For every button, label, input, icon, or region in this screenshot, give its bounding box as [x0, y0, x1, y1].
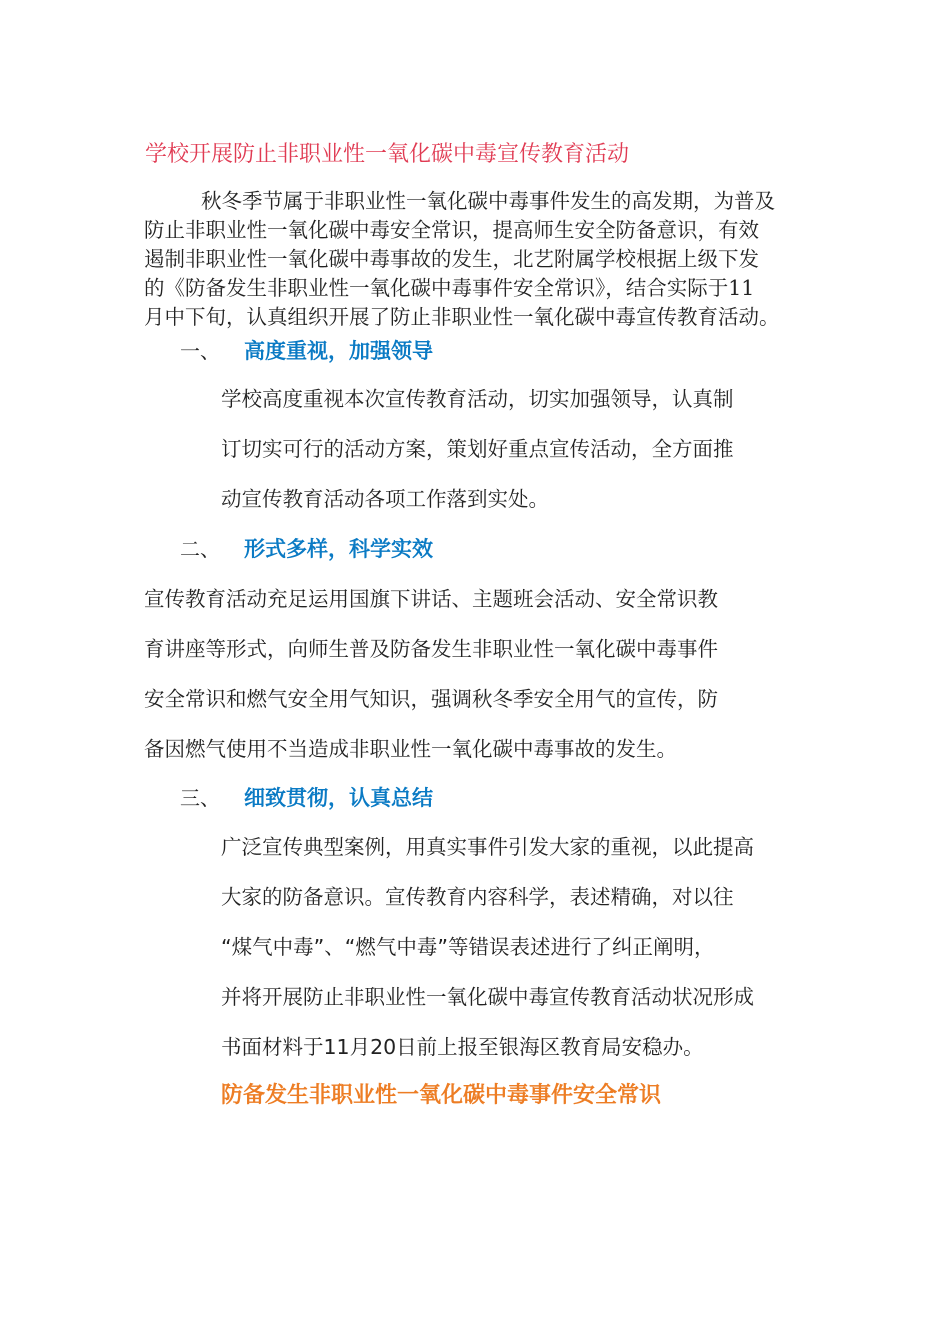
section-heading-1	[180, 335, 433, 367]
intro-line: 遏制非职业性一氧化碳中毒事故的发生，北艺附属学校根据上级下发	[144, 247, 759, 271]
paragraph-line: 安全常识和燃气安全用气知识，强调秋冬季安全用气的宣传，防	[144, 687, 718, 711]
section-heading-text: 细致贯彻，认真总结	[244, 786, 433, 810]
section-number: 二、	[180, 537, 220, 561]
intro-line: 防止非职业性一氧化碳中毒安全常识，提高师生安全防备意识，有效	[144, 218, 759, 242]
paragraph-line: 订切实可行的活动方案，策划好重点宣传活动，全方面推	[221, 437, 734, 461]
section-number: 三、	[180, 786, 220, 810]
paragraph-line: 备因燃气使用不当造成非职业性一氧化碳中毒事故的发生。	[144, 737, 677, 761]
section-heading-text: 形式多样，科学实效	[244, 537, 433, 561]
document-subtitle: 防备发生非职业性一氧化碳中毒事件安全常识	[221, 1083, 662, 1108]
paragraph-line: 书面材料于11月20日前上报至银海区教育局安稳办。	[221, 1035, 704, 1059]
intro-line: 秋冬季节属于非职业性一氧化碳中毒事件发生的高发期，为普及	[201, 189, 775, 213]
paragraph-line: 学校高度重视本次宣传教育活动，切实加强领导，认真制	[221, 387, 734, 411]
section-2-paragraph	[144, 574, 718, 774]
section-heading-text: 高度重视，加强领导	[244, 339, 433, 363]
intro-line: 的《防备发生非职业性一氧化碳中毒事件安全常识》，结合实际于11	[144, 276, 755, 300]
paragraph-line: 大家的防备意识。宣传教育内容科学，表述精确，对以往	[221, 885, 734, 909]
section-3-paragraph	[221, 822, 754, 1072]
section-number: 一、	[180, 339, 220, 363]
paragraph-line: 广泛宣传典型案例，用真实事件引发大家的重视，以此提高	[221, 835, 754, 859]
paragraph-line: 宣传教育活动充足运用国旗下讲话、主题班会活动、安全常识教	[144, 587, 718, 611]
paragraph-line: “煤气中毒”、“燃气中毒”等错误表述进行了纠正阐明，	[221, 935, 715, 959]
paragraph-line: 动宣传教育活动各项工作落到实处。	[221, 487, 549, 511]
document-title: 学校开展防止非职业性一氧化碳中毒宣传教育活动	[145, 142, 630, 167]
section-heading-3	[180, 782, 433, 814]
intro-line: 月中下旬，认真组织开展了防止非职业性一氧化碳中毒宣传教育活动。	[144, 305, 780, 329]
section-1-paragraph	[221, 374, 734, 524]
paragraph-line: 并将开展防止非职业性一氧化碳中毒宣传教育活动状况形成	[221, 985, 754, 1009]
section-heading-2	[180, 533, 433, 565]
intro-paragraph	[144, 187, 809, 332]
paragraph-line: 育讲座等形式，向师生普及防备发生非职业性一氧化碳中毒事件	[144, 637, 718, 661]
